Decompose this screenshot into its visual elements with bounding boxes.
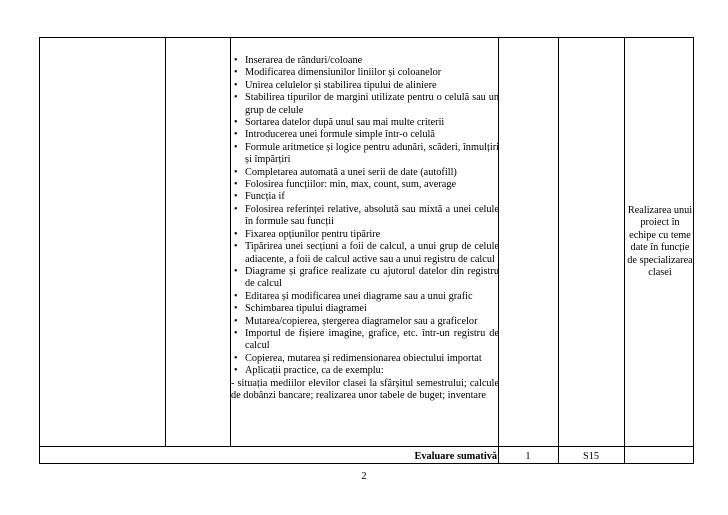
list-item: • Completarea automată a unei serii de date (autofill) (231, 167, 499, 179)
list-item: • Importul de fișiere imagine, grafice, etc. într-un registru de calcul (231, 328, 499, 353)
table-left-border (39, 37, 40, 464)
list-item: • Formule aritmetice și logice pentru adunări, scăderi, înmulțiri și împărțiri (231, 142, 499, 167)
list-item: • Diagrame și grafice realizate cu ajutorul datelor din registru de calcul (231, 266, 499, 291)
evaluation-hours: 1 (525, 451, 531, 462)
list-item: • Mutarea/copierea, ștergerea diagramelor sau a graficelor (231, 316, 499, 328)
list-item: • Editarea și modificarea unei diagrame sau a unui grafic (231, 291, 499, 303)
content-cell (231, 55, 499, 402)
list-item: • Fixarea opțiunilor pentru tipărire (231, 229, 499, 241)
column-divider (558, 37, 559, 464)
evaluation-week: S15 (582, 451, 600, 462)
list-item: • Aplicații practice, ca de exemplu: (231, 365, 499, 377)
table-bottom-border (39, 463, 694, 464)
list-item: • Modificarea dimensiunilor liniilor și coloanelor (231, 67, 499, 79)
list-item: • Schimbarea tipului diagramei (231, 303, 499, 315)
column-divider (624, 37, 625, 464)
page-number: 2 (361, 471, 367, 482)
table-top-border (39, 37, 694, 38)
list-item: • Funcția if (231, 191, 499, 203)
list-item: • Folosirea referinței relative, absolută sau mixtă a unei celule în formule sau funcții (231, 204, 499, 229)
evaluation-label: Evaluare sumativă (414, 451, 497, 462)
list-item: • Unirea celulelor și stabilirea tipului de aliniere (231, 80, 499, 92)
list-item: • Introducerea unei formule simple într-o celulă (231, 129, 499, 141)
row-divider (39, 446, 694, 447)
column-divider (165, 37, 166, 447)
list-item: • Sortarea datelor după unul sau mai multe criterii (231, 117, 499, 129)
list-item: • Folosirea funcțiilor: min, max, count, sum, average (231, 179, 499, 191)
list-item: • Copierea, mutarea și redimensionarea obiectului importat (231, 353, 499, 365)
list-item: • Stabilirea tipurilor de margini utilizate pentru o celulă sau un grup de celule (231, 92, 499, 117)
list-item: • Tipărirea unei secțiuni a foii de calcul, a unui grup de celule adiacente, a foii de calcul active sau a unui registru de calcul (231, 241, 499, 266)
remarks-cell: Realizarea unui proiect în echipe cu teme date în funcție de specializarea clasei (627, 205, 693, 279)
content-list (231, 55, 499, 378)
table-right-border (693, 37, 694, 464)
examples-text: - situația mediilor elevilor clasei la sfârșitul semestrului; calcule de dobânzi bancare; realizarea unor tabele de buget; inventare (231, 377, 499, 401)
list-item: • Inserarea de rânduri/coloane (231, 55, 499, 67)
